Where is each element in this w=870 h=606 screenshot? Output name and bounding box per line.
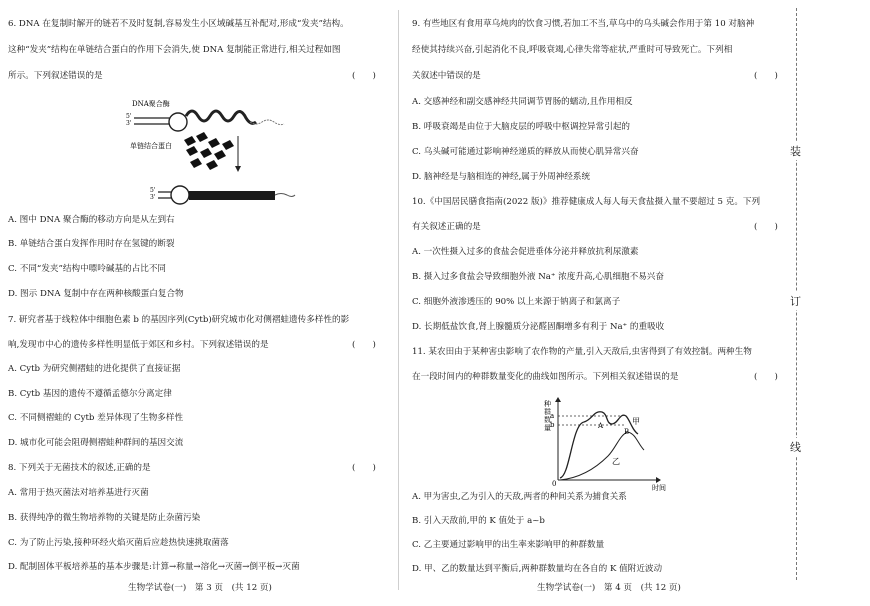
q8-option-b: B. 获得纯净的微生物培养物的关键是防止杂菌污染 [8,513,201,523]
q9-answer-paren: ( ) [754,71,778,81]
q6-stem-line2: 这种“发夹”结构在单链结合蛋白的作用下会消失,使 DNA 复制能正常进行,相关过程如图 [8,45,341,55]
q7-option-a: A. Cytb 为研究侧褶蛙的进化提供了直接证据 [8,364,181,374]
ylabel-char-4: 量 [544,424,551,432]
q7-answer-paren: ( ) [352,340,376,350]
three-prime-top: 3' [126,120,132,127]
q11-option-b: B. 引入天敌前,甲的 K 值处于 a~b [412,516,545,526]
tick-a: a [550,412,555,420]
q11-stem-line1: 11. 某农田由于某种害虫影响了农作物的产量,引入天敌后,虫害得到了有效控制。两种生物 [412,347,752,357]
label-yi: 乙 [612,457,620,466]
ylabel-char-1: 种 [544,400,551,408]
q9-stem-line1: 9. 有些地区有食用草乌炖肉的饮食习惯,若加工不当,草乌中的乌头碱会作用于第 10 对脑神 [412,19,755,29]
q8-stem-line1: 8. 下列关于无菌技术的叙述,正确的是 [8,463,151,473]
q6-option-d: D. 图示 DNA 复制中存在两种核酸蛋白复合物 [8,289,184,299]
q8-option-a: A. 常用于热灭菌法对培养基进行灭菌 [8,488,149,498]
binding-char-zhuang: 装 [790,142,801,160]
q7-stem-line2: 响,发现市中心的遗传多样性明显低于郊区和乡村。下列叙述错误的是 [8,340,269,350]
q8-option-d: D. 配制固体平板培养基的基本步骤是:计算→称量→溶化→灭菌→倒平板→灭菌 [8,562,300,572]
point-b: B [624,428,630,436]
q10-option-d: D. 长期低盐饮食,肾上腺髓质分泌醛固酮增多有利于 Na⁺ 的重吸收 [412,322,665,332]
q6-option-c: C. 不同“发夹”结构中嘌呤碱基的占比不同 [8,264,167,274]
curve-yi [560,432,644,480]
three-prime-bottom: 3' [150,194,156,201]
ssb-coated-strand [189,191,275,200]
q8-answer-paren: ( ) [352,463,376,473]
q11-answer-paren: ( ) [754,372,778,382]
q11-option-d: D. 甲、乙的数量达到平衡后,两种群数量均在各自的 K 值附近波动 [412,564,663,574]
population-curve-figure [540,394,690,492]
q6-answer-paren: ( ) [352,71,376,81]
q7-option-d: D. 城市化可能会阻碍侧褶蛙种群间的基因交流 [8,438,184,448]
ssb-label: 单链结合蛋白 [130,142,172,150]
q6-stem-line1: 6. DNA 在复制时解开的链若不及时复制,容易发生小区域碱基互补配对,形成“发夹”结构。 [8,19,349,29]
page-divider [398,10,399,590]
q9-option-c: C. 乌头碱可能通过影响神经递质的释放从而使心肌异常兴奋 [412,147,639,157]
q11-stem-line2: 在一段时间内的种群数量变化的曲线如图所示。下列相关叙述错误的是 [412,372,679,382]
q10-option-c: C. 细胞外液渗透压的 90% 以上来源于钠离子和氯离子 [412,297,621,307]
q10-answer-paren: ( ) [754,222,778,232]
dna-replication-figure [126,96,296,214]
five-prime-bottom: 5' [150,187,156,194]
q11-option-a: A. 甲为害虫,乙为引入的天敌,两者的种间关系为捕食关系 [412,492,627,502]
q6-stem-line3: 所示。下列叙述错误的是 [8,71,103,81]
binding-char-xian: 线 [790,438,801,456]
xlabel: 时间 [652,484,666,492]
label-jia: 甲 [632,417,640,426]
dna-polymerase-label: DNA聚合酶 [132,100,170,108]
ylabel-char-2: 群 [544,408,551,416]
point-a: A [598,422,604,430]
ssb-proteins [184,132,234,170]
q9-option-d: D. 脑神经是与脑相连的神经,属于外周神经系统 [412,172,591,182]
origin-label: 0 [552,480,557,488]
q10-stem-line2: 有关叙述正确的是 [412,222,481,232]
q8-option-c: C. 为了防止污染,接种环经火焰灭菌后应趁热快速挑取菌落 [8,538,229,548]
binding-char-ding: 订 [790,292,801,310]
left-page-footer: 生物学试卷(一) 第 3 页 (共 12 页) [128,583,272,593]
right-page-footer: 生物学试卷(一) 第 4 页 (共 12 页) [537,583,681,593]
q9-stem-line3: 关叙述中错误的是 [412,71,481,81]
q7-option-b: B. Cytb 基因的遗传不遵循孟德尔分离定律 [8,389,172,399]
q11-option-c: C. 乙主要通过影响甲的出生率来影响甲的种群数量 [412,540,605,550]
tick-b: b [550,421,555,429]
q7-option-c: C. 不同侧褶蛙的 Cytb 差异体现了生物多样性 [8,413,184,423]
q6-option-b: B. 单链结合蛋白发挥作用时存在氢键的断裂 [8,239,175,249]
q7-stem-line1: 7. 研究者基于线粒体中细胞色素 b 的基因序列(Cytb)研究城市化对侧褶蛙遗传多样性的影 [8,315,350,325]
dna-polymerase-bottom [171,186,189,204]
q9-option-b: B. 呼吸衰竭是由位于大脑皮层的呼吸中枢调控异常引起的 [412,122,631,132]
ylabel-char-3: 数 [544,416,551,424]
q9-stem-line2: 经使其持续兴奋,引起消化不良,呼吸衰竭,心律失常等症状,严重时可导致死亡。下列相 [412,45,733,55]
dna-polymerase-top [169,113,187,131]
q6-option-a: A. 图中 DNA 聚合酶的移动方向是从左到右 [8,215,175,225]
q10-stem-line1: 10.《中国居民膳食指南(2022 版)》推荐健康成人每人每天食盐摄入量不要超过 5 克。下列 [412,197,761,207]
q10-option-b: B. 摄入过多食盐会导致细胞外液 Na⁺ 浓度升高,心肌细胞不易兴奋 [412,272,664,282]
q9-option-a: A. 交感神经和副交感神经共同调节胃肠的蠕动,且作用相反 [412,97,633,107]
q10-option-a: A. 一次性摄入过多的食盐会促进垂体分泌并释放抗利尿激素 [412,247,639,257]
five-prime-top: 5' [126,113,132,120]
